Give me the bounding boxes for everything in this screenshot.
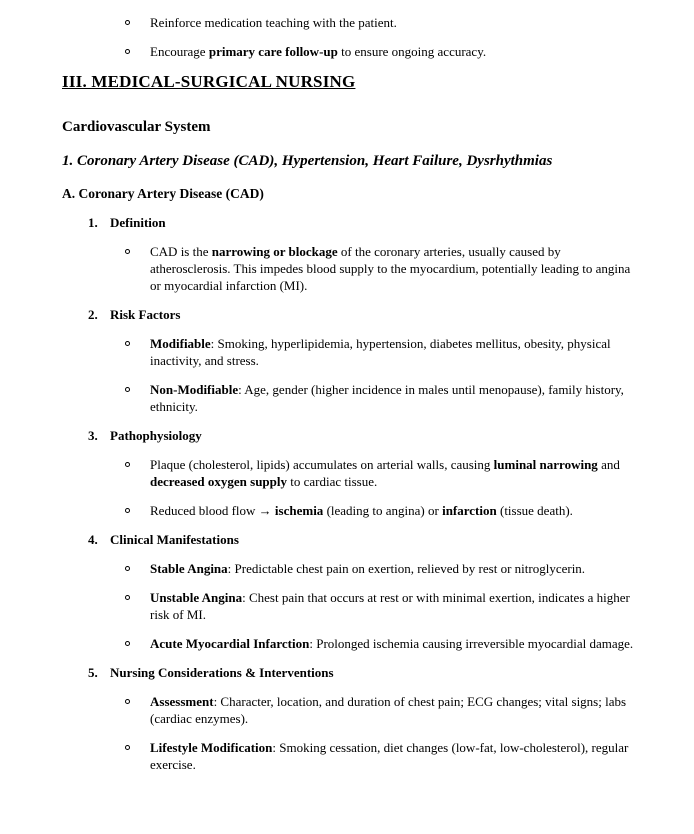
text-content	[150, 14, 397, 31]
circle-bullet-icon	[125, 243, 150, 294]
text-run: : Smoking, hyperlipidemia, hypertension, diabetes mellitus, obesity, physical inactivity, and stress.	[150, 336, 611, 368]
circle-bullet-icon	[125, 589, 150, 623]
bullet-list-item	[62, 589, 638, 623]
text-content	[150, 589, 638, 623]
text-run: Acute Myocardial Infarction	[150, 636, 310, 651]
system-heading	[62, 118, 638, 137]
circle-bullet-icon	[125, 635, 150, 652]
numbered-list-item	[62, 664, 638, 681]
text-run: (tissue death).	[496, 503, 573, 518]
list-number: 2.	[88, 307, 98, 322]
circle-bullet-icon	[125, 381, 150, 415]
text-run: Clinical Manifestations	[110, 532, 239, 547]
text-run: Reinforce medication teaching with the patient.	[150, 15, 397, 30]
text-run: to cardiac tissue.	[287, 474, 378, 489]
text-content	[150, 693, 638, 727]
text-content	[150, 739, 638, 773]
list-number: 5.	[88, 665, 98, 680]
text-content	[110, 214, 166, 231]
text-run: infarction	[442, 503, 497, 518]
text-run: Non-Modifiable	[150, 382, 239, 397]
text-run: (leading to angina) or	[323, 503, 443, 518]
text-run: : Age, gender (higher incidence in males until menopause), family history, ethnicity.	[150, 382, 624, 414]
bullet-list-item	[62, 243, 638, 294]
list-number: 3.	[88, 428, 98, 443]
circle-bullet-icon	[125, 693, 150, 727]
text-run: Nursing Considerations & Interventions	[110, 665, 334, 680]
text-content	[62, 186, 264, 201]
text-content	[110, 664, 334, 681]
text-content	[110, 427, 202, 444]
text-run: and	[597, 457, 620, 472]
circle-bullet-icon	[125, 560, 150, 577]
list-number: 1.	[88, 215, 98, 230]
circle-bullet-icon	[125, 14, 150, 31]
bullet-list-item	[62, 43, 638, 60]
text-run: to ensure ongoing accuracy.	[337, 44, 487, 59]
text-run: : Chest pain that occurs at rest or with minimal exertion, indicates a higher risk of MI.	[150, 590, 630, 622]
text-content	[150, 502, 573, 519]
text-run: : Smoking cessation, diet changes (low-fat, low-cholesterol), regular exercise.	[150, 740, 629, 772]
text-run: Definition	[110, 215, 166, 230]
text-run: Unstable Angina	[150, 590, 243, 605]
text-content	[150, 635, 633, 652]
subtopic-heading	[62, 185, 638, 202]
text-content	[62, 119, 210, 135]
text-run: ischemia	[274, 503, 324, 518]
text-content	[62, 153, 552, 169]
text-run: of the coronary arteries, usually caused by atherosclerosis. This impedes blood supply to the myocardium, potentially leading to angina or myocardial infarction (MI).	[150, 244, 631, 293]
text-run: Reduced blood flow →	[150, 503, 275, 518]
text-run: luminal narrowing	[493, 457, 598, 472]
bullet-list-item	[62, 381, 638, 415]
text-content	[110, 306, 180, 323]
bullet-list-item	[62, 502, 638, 519]
text-run: A. Coronary Artery Disease (CAD)	[62, 186, 264, 201]
numbered-list-item	[62, 531, 638, 548]
text-content	[150, 456, 638, 490]
text-content	[150, 43, 486, 60]
text-run: primary care follow-up	[208, 44, 338, 59]
bullet-list-item	[62, 14, 638, 31]
bullet-list-item	[62, 693, 638, 727]
circle-bullet-icon	[125, 43, 150, 60]
text-run: : Prolonged ischemia causing irreversible myocardial damage.	[309, 636, 634, 651]
text-run: Pathophysiology	[110, 428, 202, 443]
topic-heading	[62, 152, 638, 171]
text-content	[150, 243, 638, 294]
circle-bullet-icon	[125, 739, 150, 773]
text-run: Modifiable	[150, 336, 211, 351]
bullet-list-item	[62, 456, 638, 490]
text-run: : Character, location, and duration of chest pain; ECG changes; vital signs; labs (cardiac enzymes).	[150, 694, 627, 726]
text-content	[150, 335, 638, 369]
text-run: Lifestyle Modification	[150, 740, 273, 755]
bullet-list-item	[62, 560, 638, 577]
text-run: Plaque (cholesterol, lipids) accumulates on arterial walls, causing	[150, 457, 494, 472]
bullet-list-item	[62, 739, 638, 773]
section-heading	[62, 72, 638, 92]
text-run: III. MEDICAL-SURGICAL NURSING	[62, 72, 356, 91]
bullet-list-item	[62, 635, 638, 652]
text-content	[62, 72, 355, 91]
text-run: narrowing or blockage	[211, 244, 338, 259]
text-run: Assessment	[150, 694, 214, 709]
list-number: 4.	[88, 532, 98, 547]
text-run: decreased oxygen supply	[150, 474, 287, 489]
text-run: : Predictable chest pain on exertion, relieved by rest or nitroglycerin.	[227, 561, 586, 576]
numbered-list-item	[62, 306, 638, 323]
text-content	[110, 531, 239, 548]
text-run: Stable Angina	[150, 561, 228, 576]
text-run: CAD is the	[150, 244, 212, 259]
circle-bullet-icon	[125, 456, 150, 490]
circle-bullet-icon	[125, 335, 150, 369]
numbered-list-item	[62, 427, 638, 444]
text-run: 1. Coronary Artery Disease (CAD), Hypertension, Heart Failure, Dysrhythmias	[62, 153, 553, 169]
numbered-list-item	[62, 214, 638, 231]
text-content	[150, 560, 585, 577]
text-run: Encourage	[150, 44, 209, 59]
text-run: Cardiovascular System	[62, 119, 211, 135]
document-body	[62, 14, 638, 773]
text-content	[150, 381, 638, 415]
text-run: Risk Factors	[110, 307, 181, 322]
circle-bullet-icon	[125, 502, 150, 519]
bullet-list-item	[62, 335, 638, 369]
